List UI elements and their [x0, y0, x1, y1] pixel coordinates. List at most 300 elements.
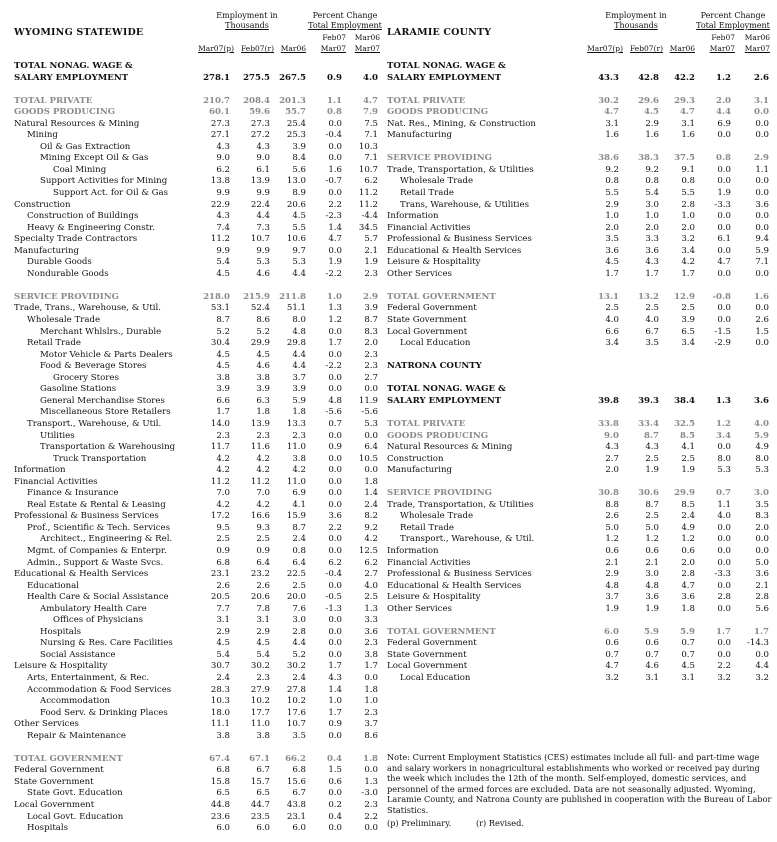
legend-preliminary: (p) Preliminary. [387, 818, 452, 828]
pct-feb07-mar07: 0.6 [328, 776, 342, 787]
spacer [14, 84, 380, 96]
value-mar07: 2.9 [216, 626, 230, 637]
value-mar07: 1.9 [605, 603, 619, 614]
value-mar06: 1.8 [292, 407, 306, 418]
value-mar07: 67.4 [209, 753, 230, 764]
pct-mar06-mar07: 2.2 [364, 811, 378, 822]
row-label: Trade, Transportation, & Utilities [387, 164, 534, 175]
value-mar07: 53.1 [210, 303, 230, 314]
value-mar06: 2.0 [681, 557, 695, 568]
pct-feb07-mar07: 0.0 [328, 638, 342, 649]
pct-mar06-mar07: 1.6 [754, 291, 769, 302]
value-mar07: 5.2 [216, 326, 230, 337]
pct-feb07-mar07: 0.0 [717, 580, 731, 591]
value-mar07: 4.5 [216, 268, 230, 279]
pct-mar06-mar07: 1.8 [364, 476, 378, 487]
value-mar07: 38.6 [598, 153, 619, 164]
value-feb07: 6.0 [256, 823, 270, 834]
laramie-group1-line1: Employment in [605, 11, 667, 20]
table-row [14, 327, 380, 339]
value-feb07: 6.7 [256, 765, 270, 776]
value-mar07: 60.1 [209, 107, 230, 118]
table-row [14, 558, 380, 570]
value-feb07: 5.2 [256, 326, 270, 337]
pct-feb07-mar07: 0.7 [328, 418, 342, 429]
pct-feb07-mar07: 0.8 [327, 107, 342, 118]
pct-feb07-mar07: 2.8 [717, 592, 731, 603]
table-row [14, 800, 380, 812]
value-mar07: 6.8 [216, 765, 230, 776]
value-mar06: 2.8 [681, 569, 695, 580]
pct-feb07-mar07: 2.2 [328, 522, 342, 533]
value-mar07: 9.0 [216, 153, 230, 164]
value-mar07: 27.1 [210, 130, 230, 141]
pct-mar06-mar07: 9.4 [755, 234, 769, 245]
pct-mar06-mar07: 2.8 [755, 592, 769, 603]
row-label: Oil & Gas Extraction [40, 141, 131, 152]
row-label: Professional & Business Services [387, 569, 532, 580]
pct-feb07-mar07: 1.0 [328, 696, 342, 707]
pct-feb07-mar07: 0.0 [717, 557, 731, 568]
table-row [14, 373, 380, 385]
table-row [14, 765, 380, 777]
value-mar07: 4.7 [604, 107, 619, 118]
value-mar06: 10.7 [286, 719, 306, 730]
value-mar06: 29.9 [674, 488, 695, 499]
pct-mar06-mar07: 2.6 [755, 315, 769, 326]
pct-feb07-mar07: 0.0 [328, 823, 342, 834]
pct-mar06-mar07: 3.0 [754, 488, 769, 499]
row-label: Local Government [387, 661, 468, 672]
value-mar07: 10.3 [210, 696, 230, 707]
pct-feb07-mar07: 0.0 [717, 638, 731, 649]
legend-revised: (r) Revised. [475, 818, 524, 828]
value-feb07: 2.3 [256, 672, 270, 683]
value-feb07: 4.6 [256, 268, 270, 279]
table-row [387, 153, 775, 165]
table-row [387, 546, 775, 558]
table-row [387, 119, 775, 131]
table-row [14, 396, 380, 408]
pct-feb07-mar07: 0.0 [717, 545, 731, 556]
row-label: Hospitals [40, 626, 82, 637]
value-mar07: 9.2 [605, 164, 619, 175]
value-mar07: 13.8 [210, 176, 230, 187]
spacer [387, 142, 775, 154]
value-mar06: 15.6 [286, 776, 306, 787]
pct-feb07-mar07: 1.2 [716, 418, 731, 429]
table-row [14, 315, 380, 327]
row-label: Finance & Insurance [27, 488, 119, 499]
pct-mar06-mar07: 3.3 [364, 615, 378, 626]
value-feb07: 3.3 [645, 234, 659, 245]
value-feb07: 215.9 [243, 291, 270, 302]
value-mar06: 6.9 [292, 488, 306, 499]
table-row [387, 534, 775, 546]
value-feb07: 9.2 [645, 164, 659, 175]
value-mar07: 0.6 [605, 545, 619, 556]
value-mar07: 3.2 [605, 672, 619, 683]
value-mar07: 6.0 [216, 823, 230, 834]
pct-mar06-mar07: 0.0 [364, 465, 378, 476]
value-mar06: 12.9 [674, 291, 695, 302]
value-mar07: 3.8 [216, 372, 230, 383]
table-row [387, 292, 775, 304]
table-row [387, 396, 775, 408]
pct-feb07-mar07: 0.0 [717, 176, 731, 187]
pct-mar06-mar07: 5.7 [364, 234, 378, 245]
pct-feb07-mar07: 0.9 [328, 719, 342, 730]
county-tables [387, 0, 775, 685]
table-row [14, 107, 380, 119]
table-row [387, 454, 775, 466]
group1-line1: Employment in [216, 11, 278, 20]
table-row [387, 569, 775, 581]
value-mar07: 2.0 [605, 222, 619, 233]
value-mar06: 4.4 [292, 268, 306, 279]
value-mar07: 6.5 [216, 788, 230, 799]
value-mar06: 7.6 [292, 603, 306, 614]
value-mar06: 4.1 [681, 442, 695, 453]
pct-feb07-mar07: 2.2 [717, 661, 731, 672]
pct-feb07-mar07: 2.2 [328, 199, 342, 210]
value-mar07: 6.6 [605, 326, 619, 337]
pct-mar06-mar07: 7.9 [363, 107, 378, 118]
table-row [387, 338, 775, 350]
pct-feb07-mar07: 0.0 [328, 188, 342, 199]
value-mar06: 5.2 [292, 649, 306, 660]
value-mar06: 3.0 [292, 615, 306, 626]
value-mar07: 4.2 [216, 465, 230, 476]
value-mar06: 3.5 [292, 730, 306, 741]
pct-mar06-mar07: 0.0 [364, 384, 378, 395]
row-label: TOTAL PRIVATE [387, 418, 466, 429]
natrona-title: NATRONA COUNTY [387, 361, 482, 372]
value-feb07: 2.1 [645, 557, 659, 568]
value-feb07: 4.3 [256, 141, 270, 152]
table-row [14, 350, 380, 362]
table-row [14, 731, 380, 743]
row-label: Mining Except Oil & Gas [40, 153, 149, 164]
value-mar07: 2.9 [605, 199, 619, 210]
spacer [14, 742, 380, 754]
pct-feb07-mar07: -0.7 [325, 176, 342, 187]
value-mar07: 9.0 [604, 430, 619, 441]
value-mar06: 3.2 [681, 234, 695, 245]
pct-feb07-mar07: 0.9 [327, 72, 342, 83]
row-label: SALARY EMPLOYMENT [14, 72, 129, 83]
pct-mar06-mar07: 2.7 [364, 569, 378, 580]
table-row [387, 165, 775, 177]
value-mar06: 2.4 [681, 511, 695, 522]
pct-feb07-mar07: 0.0 [328, 545, 342, 556]
row-label: Accommodation [40, 696, 111, 707]
value-mar06: 32.5 [674, 418, 695, 429]
value-feb07: 11.6 [250, 442, 270, 453]
pct-mar06-mar07: 0.0 [755, 130, 769, 141]
value-feb07: 7.8 [256, 603, 270, 614]
pct-mar06-mar07: 0.0 [755, 303, 769, 314]
table-row [387, 442, 775, 454]
pct-mar06-mar07: 1.1 [755, 164, 769, 175]
value-feb07: 5.0 [645, 522, 659, 533]
value-mar06: 13.3 [286, 418, 306, 429]
value-feb07: 27.3 [250, 118, 270, 129]
table-row [14, 153, 380, 165]
pct-feb07-mar07: -1.3 [325, 603, 342, 614]
row-label: Local Government [14, 800, 95, 810]
spacer [387, 84, 775, 96]
value-mar07: 2.1 [605, 557, 619, 568]
value-mar06: 4.4 [292, 638, 306, 649]
value-mar06: 2.8 [681, 199, 695, 210]
statewide-rows [14, 61, 380, 835]
table-row [387, 523, 775, 535]
pct-feb07-mar07: 1.7 [328, 707, 342, 718]
pct-feb07-mar07: 6.2 [328, 557, 342, 568]
value-mar07: 6.6 [216, 395, 230, 406]
value-mar07: 1.2 [605, 534, 619, 545]
row-label: SERVICE PROVIDING [387, 153, 492, 164]
value-feb07: 4.8 [645, 580, 659, 591]
pct-feb07-mar07: 0.4 [328, 811, 342, 822]
col-head-mar07p: Mar07(p) [198, 44, 234, 53]
table-row [387, 661, 775, 673]
value-mar06: 25.4 [286, 118, 306, 129]
pct-mar06-mar07: 7.1 [755, 257, 769, 268]
value-mar07: 2.9 [605, 569, 619, 580]
pct-mar06-mar07: 4.2 [364, 534, 378, 545]
row-label: Grocery Stores [53, 372, 119, 383]
pct-feb07-mar07: -0.4 [325, 130, 342, 141]
pct-feb07-mar07: 1.9 [328, 257, 342, 268]
pct-feb07-mar07: 4.0 [717, 511, 731, 522]
value-mar07: 14.0 [210, 418, 230, 429]
value-feb07: 27.2 [250, 130, 270, 141]
value-mar06: 4.4 [292, 349, 306, 360]
value-feb07: 6.5 [256, 788, 270, 799]
table-row [14, 407, 380, 419]
pct-feb07-mar07: 0.0 [328, 465, 342, 476]
pct-mar06-mar07: 4.0 [364, 580, 378, 591]
pct-mar06-mar07: 2.3 [364, 268, 378, 279]
pct-mar06-mar07: 3.7 [364, 719, 378, 730]
value-mar07: 3.6 [605, 245, 619, 256]
pct-mar06-mar07: 3.6 [754, 395, 769, 406]
pct-feb07-mar07: 0.0 [328, 788, 342, 799]
value-feb07: 11.2 [250, 476, 270, 487]
value-mar07: 11.2 [210, 476, 230, 487]
pct-feb07-mar07: 0.0 [717, 534, 731, 545]
pct-feb07-mar07: 0.0 [717, 442, 731, 453]
value-mar06: 66.2 [285, 753, 306, 764]
pct-mar06-mar07: 1.9 [364, 257, 378, 268]
laramie-rows [387, 61, 775, 350]
pct-feb07-mar07: 0.0 [717, 211, 731, 222]
value-mar07: 4.3 [216, 211, 230, 222]
value-mar06: 4.9 [681, 522, 695, 533]
pct-feb07-mar07: 0.0 [328, 626, 342, 637]
pct-mar06-mar07: 0.0 [755, 534, 769, 545]
value-mar06: 20.6 [286, 199, 306, 210]
table-row [14, 442, 380, 454]
row-label: Motor Vehicle & Parts Dealers [40, 349, 173, 360]
value-mar06: 25.3 [286, 130, 306, 141]
table-row [14, 73, 380, 85]
pct-mar06-mar07: 2.7 [364, 372, 378, 383]
pct-mar06-mar07: 2.3 [364, 349, 378, 360]
value-mar06: 3.9 [292, 141, 306, 152]
value-feb07: 4.3 [645, 442, 659, 453]
row-label: GOODS PRODUCING [387, 430, 489, 441]
value-mar06: 1.6 [681, 130, 695, 141]
row-label: Manufacturing [14, 245, 79, 256]
pct-feb07-mar07: 2.0 [716, 95, 731, 106]
spacer [387, 407, 775, 419]
pct-feb07-mar07: -1.5 [714, 326, 731, 337]
value-feb07: 38.3 [638, 153, 659, 164]
pct-mar06-mar07: 1.3 [364, 603, 378, 614]
row-label: Repair & Maintenance [27, 730, 126, 741]
pct-mar06-mar07: 1.8 [363, 753, 378, 764]
value-mar07: 7.7 [216, 603, 230, 614]
row-label: TOTAL GOVERNMENT [387, 626, 496, 637]
table-row [14, 488, 380, 500]
value-feb07: 8.6 [256, 315, 270, 326]
value-mar07: 13.1 [598, 291, 619, 302]
table-row [387, 638, 775, 650]
value-mar07: 0.8 [605, 176, 619, 187]
value-mar07: 5.0 [605, 522, 619, 533]
value-mar06: 29.8 [286, 338, 306, 349]
table-row [387, 234, 775, 246]
value-mar07: 20.5 [210, 592, 230, 603]
value-mar07: 1.0 [605, 211, 619, 222]
table-row [387, 303, 775, 315]
row-label: TOTAL NONAG. WAGE & [387, 61, 506, 71]
value-mar06: 4.4 [292, 361, 306, 372]
value-feb07: 6.1 [256, 164, 270, 175]
value-mar06: 267.5 [279, 72, 306, 83]
value-feb07: 1.9 [645, 465, 659, 476]
row-label: Coal Mining [53, 164, 107, 175]
pct-mar06-mar07: 3.6 [755, 569, 769, 580]
value-feb07: 4.2 [256, 499, 270, 510]
value-feb07: 22.4 [250, 199, 270, 210]
table-row [14, 119, 380, 131]
pct-feb07-mar07: 8.0 [717, 453, 731, 464]
value-feb07: 3.8 [256, 372, 270, 383]
pct-mar06-mar07: -3.0 [361, 788, 378, 799]
value-feb07: 52.4 [250, 303, 270, 314]
value-mar06: 2.3 [292, 430, 306, 441]
value-mar06: 6.8 [292, 765, 306, 776]
pct-feb07-mar07: 6.9 [717, 118, 731, 129]
group1-line2: Thousands [225, 21, 269, 30]
natrona-rows [387, 384, 775, 684]
value-feb07: 5.9 [644, 626, 659, 637]
row-label: Transport., Warehouse, & Util. [27, 418, 162, 429]
value-mar06: 4.5 [292, 211, 306, 222]
value-mar07: 30.4 [210, 338, 230, 349]
value-mar06: 3.1 [681, 118, 695, 129]
pct-feb07-mar07: 0.0 [328, 430, 342, 441]
value-mar06: 6.4 [292, 557, 306, 568]
value-mar07: 2.3 [216, 430, 230, 441]
pct-feb07-mar07: -0.4 [325, 569, 342, 580]
value-mar07: 2.7 [605, 453, 619, 464]
value-mar06: 10.6 [286, 234, 306, 245]
table-row [387, 488, 775, 500]
row-label: Heavy & Engineering Constr. [27, 222, 155, 233]
table-row [387, 465, 775, 477]
value-feb07: 2.9 [645, 118, 659, 129]
value-mar07: 9.5 [216, 522, 230, 533]
pct-mar06-mar07: 0.0 [364, 765, 378, 776]
pct-mar06-mar07: 2.1 [364, 245, 378, 256]
pct-mar06-mar07: 12.5 [358, 545, 378, 556]
pct-mar06-mar07: 11.2 [358, 199, 378, 210]
laramie-header [387, 0, 775, 56]
table-row [14, 685, 380, 697]
value-feb07: 8.7 [645, 499, 659, 510]
group2-line2: Total Employment [308, 21, 382, 30]
row-label: Construction [14, 199, 71, 210]
value-mar06: 201.3 [279, 95, 306, 106]
row-label: Prof., Scientific & Tech. Services [27, 522, 171, 533]
pct-mar06-mar07: 8.3 [755, 511, 769, 522]
laramie-group1-line2: Thousands [614, 21, 658, 30]
pct-mar06-mar07: 4.4 [755, 661, 769, 672]
pct-feb07-mar07: 3.6 [328, 511, 342, 522]
pct-mar06-mar07: 2.5 [364, 592, 378, 603]
pct-mar06-mar07: 3.2 [755, 672, 769, 683]
row-label: General Merchandise Stores [40, 395, 165, 406]
statewide-table [14, 0, 380, 835]
table-row [14, 569, 380, 581]
pct-feb07-mar07: -2.2 [325, 361, 342, 372]
value-mar06: 3.8 [292, 453, 306, 464]
pct-feb07-mar07: 1.1 [327, 95, 342, 106]
table-row [14, 246, 380, 258]
table-row [14, 211, 380, 223]
table-row [14, 788, 380, 800]
table-row [387, 188, 775, 200]
value-mar06: 20.0 [286, 592, 306, 603]
row-label: Financial Activities [387, 222, 471, 233]
pct-mar06-mar07: 0.0 [755, 338, 769, 349]
row-label: Local Education [400, 672, 471, 683]
table-row [387, 384, 775, 396]
row-label: Leisure & Hospitality [387, 592, 481, 603]
value-mar07: 2.5 [216, 534, 230, 545]
table-row [14, 269, 380, 281]
pct-feb07-mar07: 1.6 [328, 164, 342, 175]
pct-feb07-mar07: 0.4 [327, 753, 342, 764]
value-mar07: 4.2 [216, 453, 230, 464]
value-feb07: 7.3 [256, 222, 270, 233]
value-mar07: 44.8 [210, 800, 230, 810]
table-row [14, 338, 380, 350]
value-mar07: 18.0 [210, 707, 230, 718]
value-mar07: 4.8 [605, 580, 619, 591]
row-label: SALARY EMPLOYMENT [387, 395, 502, 406]
value-mar07: 4.0 [605, 315, 619, 326]
value-mar06: 5.6 [292, 164, 306, 175]
table-row [14, 812, 380, 824]
row-label: Local Govt. Education [27, 811, 124, 822]
pct-feb07-mar07: 0.0 [328, 372, 342, 383]
